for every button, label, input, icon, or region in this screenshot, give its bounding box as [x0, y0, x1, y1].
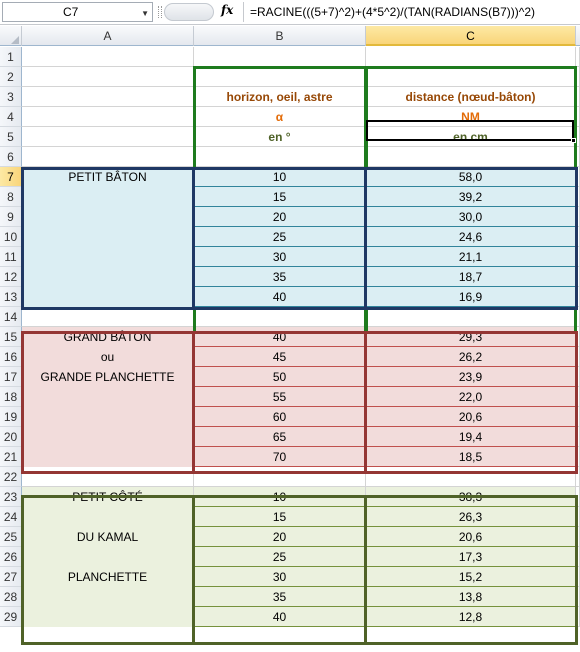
sheet-row	[0, 327, 580, 347]
column-header-a[interactable]: A	[22, 26, 194, 46]
cell-c[interactable]: 26,2	[366, 347, 576, 367]
cell-b[interactable]: 40	[194, 287, 366, 307]
cell-a[interactable]	[22, 387, 194, 407]
cell-b[interactable]: 15	[194, 507, 366, 527]
cell-a[interactable]	[22, 287, 194, 307]
sheet-row	[0, 267, 580, 287]
cell-d[interactable]	[576, 127, 580, 147]
sheet-row	[0, 387, 580, 407]
cell-c[interactable]: 18,7	[366, 267, 576, 287]
cell-a[interactable]	[22, 47, 194, 67]
cell-b[interactable]: 60	[194, 407, 366, 427]
fill-handle[interactable]	[571, 138, 576, 143]
cell-c[interactable]: 29,3	[366, 327, 576, 347]
cell-d[interactable]	[576, 247, 580, 267]
sheet-row	[0, 227, 580, 247]
cell-d[interactable]	[576, 467, 580, 487]
cell-d[interactable]	[576, 207, 580, 227]
cell-b[interactable]	[194, 67, 366, 87]
row-header[interactable]: 4	[0, 107, 22, 127]
cell-c[interactable]: 23,9	[366, 367, 576, 387]
row-header[interactable]: 8	[0, 187, 22, 207]
cell-b[interactable]: 30	[194, 567, 366, 587]
formula-bar-grip[interactable]	[158, 6, 162, 18]
row-header[interactable]: 5	[0, 127, 22, 147]
cell-d[interactable]	[576, 447, 580, 467]
sheet-row	[0, 167, 580, 187]
row-header[interactable]: 15	[0, 327, 22, 347]
cell-d[interactable]	[576, 187, 580, 207]
sheet-row	[0, 527, 580, 547]
cell-b[interactable]: 25	[194, 547, 366, 567]
sheet-row	[0, 467, 580, 487]
sheet-row	[0, 367, 580, 387]
cell-b[interactable]: 40	[194, 327, 366, 347]
angle-header-unit[interactable]: en °	[194, 127, 366, 147]
name-box[interactable]	[2, 2, 153, 22]
cell-c[interactable]: 58,0	[366, 167, 576, 187]
cell-d[interactable]	[576, 167, 580, 187]
cell-c[interactable]: 15,2	[366, 567, 576, 587]
row-header[interactable]: 13	[0, 287, 22, 307]
sheet-row	[0, 47, 580, 67]
cell-d[interactable]	[576, 527, 580, 547]
distance-header-symbol[interactable]: NM	[366, 107, 576, 127]
column-header-c[interactable]: C	[366, 26, 576, 46]
row-header[interactable]: 27	[0, 567, 22, 587]
sheet-row	[0, 607, 580, 627]
row-header[interactable]: 21	[0, 447, 22, 467]
sheet-row	[0, 547, 580, 567]
cell-b[interactable]: 30	[194, 247, 366, 267]
cell-c[interactable]	[366, 147, 576, 167]
cell-c[interactable]: 26,3	[366, 507, 576, 527]
cell-c[interactable]: 18,5	[366, 447, 576, 467]
cell-d[interactable]	[576, 547, 580, 567]
cell-b[interactable]: 40	[194, 607, 366, 627]
sheet-row	[0, 287, 580, 307]
cell-b[interactable]: 10	[194, 167, 366, 187]
cell-b[interactable]: 65	[194, 427, 366, 447]
cell-a[interactable]: DU KAMAL	[22, 527, 194, 547]
cell-b[interactable]	[194, 307, 366, 327]
cell-d[interactable]	[576, 407, 580, 427]
column-headers	[0, 26, 580, 46]
cell-a[interactable]: PETIT BÂTON	[22, 167, 194, 187]
sheet-row	[0, 347, 580, 367]
cell-b[interactable]: 25	[194, 227, 366, 247]
cell-c[interactable]: 19,4	[366, 427, 576, 447]
sheet-row	[0, 107, 580, 127]
cell-a[interactable]	[22, 207, 194, 227]
cell-a[interactable]	[22, 547, 194, 567]
cell-b[interactable]: 35	[194, 267, 366, 287]
cell-c[interactable]: 17,3	[366, 547, 576, 567]
cell-a[interactable]	[22, 607, 194, 627]
sheet-row	[0, 507, 580, 527]
cell-d[interactable]	[576, 307, 580, 327]
cell-c[interactable]: 12,8	[366, 607, 576, 627]
distance-header-title[interactable]: distance (nœud-bâton)	[366, 87, 576, 107]
cell-b[interactable]: 15	[194, 187, 366, 207]
row-header[interactable]: 23	[0, 487, 22, 507]
cell-a[interactable]: PETIT CÔTÉ	[22, 487, 194, 507]
cell-d[interactable]	[576, 347, 580, 367]
cell-a[interactable]	[22, 107, 194, 127]
insert-function-icon[interactable]: fx	[221, 3, 234, 17]
row-header[interactable]: 28	[0, 587, 22, 607]
sheet-row	[0, 307, 580, 327]
cell-d[interactable]	[576, 287, 580, 307]
cell-a[interactable]: PLANCHETTE	[22, 567, 194, 587]
column-header-d[interactable]	[576, 26, 580, 46]
row-header[interactable]: 16	[0, 347, 22, 367]
cell-a[interactable]	[22, 587, 194, 607]
cell-b[interactable]: 50	[194, 367, 366, 387]
cell-c[interactable]: 22,0	[366, 387, 576, 407]
cell-c[interactable]: 20,6	[366, 407, 576, 427]
cell-c[interactable]: 24,6	[366, 227, 576, 247]
cell-a[interactable]	[22, 447, 194, 467]
name-box-value: C7	[63, 5, 79, 19]
angle-header-symbol[interactable]: α	[194, 107, 366, 127]
sheet-row	[0, 127, 580, 147]
cell-d[interactable]	[576, 567, 580, 587]
cell-a[interactable]	[22, 127, 194, 147]
sheet-row	[0, 67, 580, 87]
cell-c[interactable]: 39,2	[366, 187, 576, 207]
row-header[interactable]: 25	[0, 527, 22, 547]
cell-b[interactable]: 20	[194, 527, 366, 547]
row-header[interactable]: 9	[0, 207, 22, 227]
cell-a[interactable]	[22, 507, 194, 527]
cell-b[interactable]	[194, 467, 366, 487]
cell-b[interactable]: 55	[194, 387, 366, 407]
cell-a[interactable]	[22, 427, 194, 447]
cell-a[interactable]	[22, 87, 194, 107]
cell-d[interactable]	[576, 607, 580, 627]
cell-a[interactable]	[22, 147, 194, 167]
cell-a[interactable]	[22, 467, 194, 487]
cell-d[interactable]	[576, 587, 580, 607]
formula-input[interactable]	[243, 2, 580, 22]
cell-c[interactable]: 21,1	[366, 247, 576, 267]
cell-b[interactable]: 70	[194, 447, 366, 467]
angle-header-title[interactable]: horizon, oeil, astre	[194, 87, 366, 107]
select-all-button[interactable]	[0, 26, 22, 46]
cell-b[interactable]: 35	[194, 587, 366, 607]
cell-b[interactable]	[194, 147, 366, 167]
cell-c[interactable]: 30,0	[366, 207, 576, 227]
cell-d[interactable]	[576, 67, 580, 87]
cell-a[interactable]: GRAND BÂTON	[22, 327, 194, 347]
sheet-row	[0, 187, 580, 207]
cell-a[interactable]	[22, 67, 194, 87]
cell-b[interactable]: 20	[194, 207, 366, 227]
cell-a[interactable]	[22, 247, 194, 267]
row-header[interactable]: 1	[0, 47, 22, 67]
sheet-row	[0, 407, 580, 427]
row-header[interactable]: 7	[0, 167, 22, 187]
sheet-row	[0, 567, 580, 587]
cell-d[interactable]	[576, 387, 580, 407]
cell-c[interactable]	[366, 47, 576, 67]
row-header[interactable]: 14	[0, 307, 22, 327]
row-header[interactable]: 12	[0, 267, 22, 287]
cell-a[interactable]	[22, 267, 194, 287]
cell-a[interactable]	[22, 307, 194, 327]
sheet-row	[0, 427, 580, 447]
row-header[interactable]: 26	[0, 547, 22, 567]
cell-b[interactable]	[194, 47, 366, 67]
cell-d[interactable]	[576, 87, 580, 107]
cell-c[interactable]: 16,9	[366, 287, 576, 307]
row-header[interactable]: 29	[0, 607, 22, 627]
row-header[interactable]: 3	[0, 87, 22, 107]
cell-b[interactable]: 45	[194, 347, 366, 367]
cell-a[interactable]	[22, 407, 194, 427]
column-header-b[interactable]: B	[194, 26, 366, 46]
row-header[interactable]: 20	[0, 427, 22, 447]
cell-d[interactable]	[576, 267, 580, 287]
row-header[interactable]: 19	[0, 407, 22, 427]
cell-a[interactable]	[22, 227, 194, 247]
sheet-row	[0, 207, 580, 227]
row-header[interactable]: 6	[0, 147, 22, 167]
row-header[interactable]: 11	[0, 247, 22, 267]
sheet-row	[0, 247, 580, 267]
cell-a[interactable]: ou	[22, 347, 194, 367]
sheet-row	[0, 447, 580, 467]
formula-text: =RACINE(((5+7)^2)+(4*5^2)/(TAN(RADIANS(B7)))^2)	[250, 5, 536, 19]
row-header[interactable]: 10	[0, 227, 22, 247]
distance-header-unit[interactable]: en cm	[366, 127, 576, 147]
cell-a[interactable]	[22, 187, 194, 207]
cell-d[interactable]	[576, 507, 580, 527]
sheet-row	[0, 587, 580, 607]
cell-b[interactable]: 10	[194, 487, 366, 507]
formula-bar	[0, 0, 580, 25]
cell-d[interactable]	[576, 427, 580, 447]
cell-d[interactable]	[576, 227, 580, 247]
row-header[interactable]: 24	[0, 507, 22, 527]
chevron-down-icon[interactable]: ▼	[141, 9, 149, 18]
row-header[interactable]: 17	[0, 367, 22, 387]
cell-d[interactable]	[576, 367, 580, 387]
cell-d[interactable]	[576, 487, 580, 507]
cell-d[interactable]	[576, 327, 580, 347]
sheet-row	[0, 87, 580, 107]
cell-c[interactable]: 20,6	[366, 527, 576, 547]
formula-bar-buttons	[164, 3, 214, 21]
sheet-row	[0, 487, 580, 507]
cell-c[interactable]	[366, 467, 576, 487]
cell-a[interactable]: GRANDE PLANCHETTE	[22, 367, 194, 387]
cell-d[interactable]	[576, 47, 580, 67]
cell-d[interactable]	[576, 107, 580, 127]
row-header[interactable]: 2	[0, 67, 22, 87]
row-header[interactable]: 22	[0, 467, 22, 487]
cell-c[interactable]	[366, 307, 576, 327]
cell-c[interactable]: 13,8	[366, 587, 576, 607]
cell-c[interactable]: 38,3	[366, 487, 576, 507]
row-header[interactable]: 18	[0, 387, 22, 407]
cell-c[interactable]	[366, 67, 576, 87]
sheet-row	[0, 147, 580, 167]
cell-d[interactable]	[576, 147, 580, 167]
